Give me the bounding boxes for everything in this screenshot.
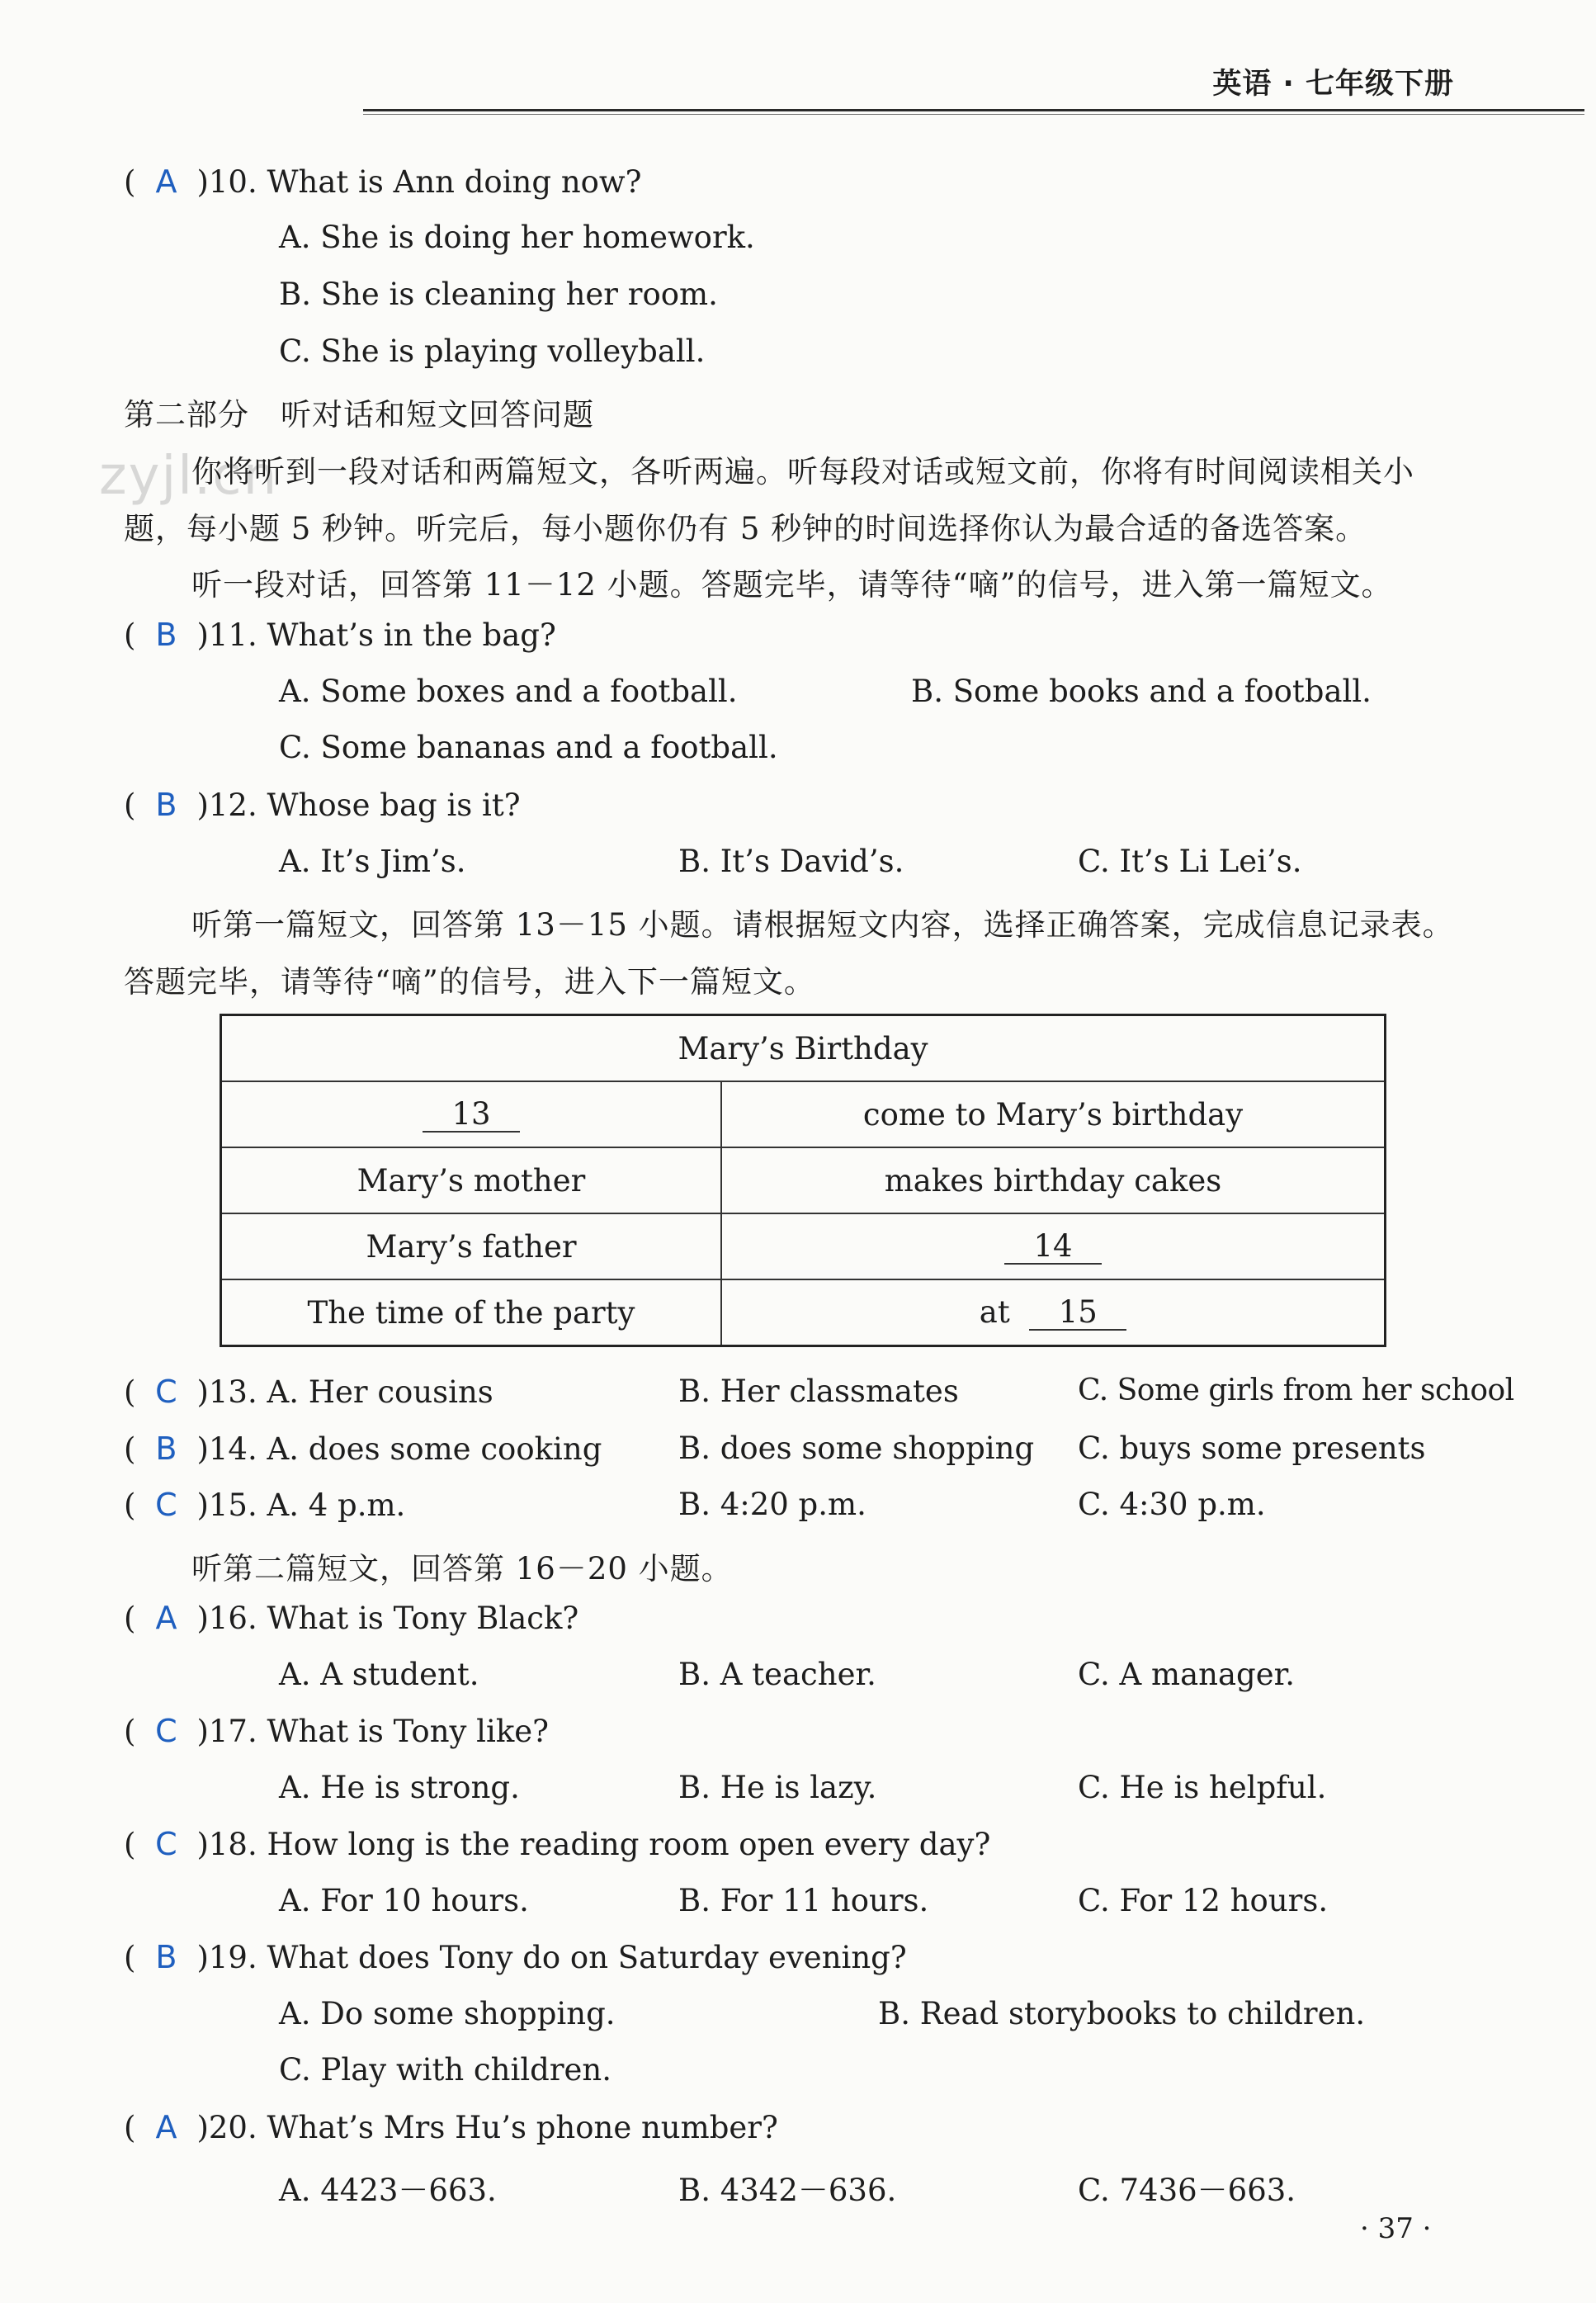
- q12-row: ( B )12. Whose bag is it?: [124, 787, 521, 823]
- q18-row: ( C )18. How long is the reading room open every day?: [124, 1826, 991, 1862]
- part2-intro-line2: 题，每小题 5 秒钟。听完后，每小题你仍有 5 秒钟的时间选择你认为最合适的备选答案。: [124, 511, 1367, 546]
- q15-option-b: B. 4:20 p.m.: [678, 1487, 866, 1522]
- instruction-11-12: 听一段对话，回答第 11－12 小题。答题完毕，请等待“嘀”的信号，进入第一篇短文。: [191, 567, 1393, 603]
- q15-question: )15. A. 4 p.m.: [196, 1487, 406, 1523]
- q17-question: )17. What is Tony like?: [196, 1714, 550, 1749]
- instruction-13-15-line2: 答题完毕，请等待“嘀”的信号，进入下一篇短文。: [124, 964, 815, 1000]
- blank-13: 13: [423, 1098, 520, 1133]
- q16-option-b: B. A teacher.: [678, 1657, 876, 1692]
- page-number: · 37 ·: [1360, 2212, 1432, 2245]
- q13-row: ( C )13. A. Her cousins: [124, 1374, 493, 1410]
- blank-14: 14: [1004, 1230, 1102, 1265]
- q18-question: )18. How long is the reading room open every day?: [196, 1827, 991, 1862]
- table-cell-r1-right: come to Mary’s birthday: [721, 1081, 1386, 1147]
- q18-option-a: A. For 10 hours.: [279, 1883, 529, 1918]
- q20-option-b: B. 4342－636.: [678, 2173, 897, 2208]
- q19-option-b: B. Read storybooks to children.: [878, 1996, 1366, 2031]
- q11-row: ( B )11. What’s in the bag?: [124, 617, 556, 653]
- q10-option-c: C. She is playing volleyball.: [279, 333, 706, 369]
- q16-option-c: C. A manager.: [1078, 1657, 1295, 1692]
- watermark: zyjl.cn: [99, 446, 279, 507]
- q10-answer: A: [155, 163, 177, 200]
- q20-option-a: A. 4423－663.: [279, 2173, 497, 2208]
- q11-option-c: C. Some bananas and a football.: [279, 730, 778, 765]
- q12-question: )12. Whose bag is it?: [196, 787, 521, 823]
- q18-option-c: C. For 12 hours.: [1078, 1883, 1329, 1918]
- q17-option-a: A. He is strong.: [279, 1770, 520, 1805]
- q15-answer: C: [155, 1487, 177, 1523]
- part2-heading: 第二部分 听对话和短文回答问题: [124, 397, 594, 433]
- q14-option-b: B. does some shopping: [678, 1431, 1035, 1466]
- table-cell-r4-left: The time of the party: [221, 1279, 722, 1346]
- header-title: 英语 · 七年级下册: [1212, 68, 1454, 101]
- table-cell-r2-left: Mary’s mother: [221, 1147, 722, 1213]
- instruction-16-20: 听第二篇短文，回答第 16－20 小题。: [191, 1551, 733, 1587]
- q20-answer: A: [155, 2109, 177, 2145]
- q13-option-b: B. Her classmates: [678, 1374, 959, 1409]
- q15-row: ( C )15. A. 4 p.m.: [124, 1487, 406, 1523]
- table-cell-r2-right: makes birthday cakes: [721, 1147, 1386, 1213]
- table-cell-r3-right: [721, 1213, 1386, 1279]
- q11-answer: B: [155, 617, 177, 653]
- q12-option-b: B. It’s David’s.: [678, 844, 904, 879]
- q18-answer: C: [155, 1826, 177, 1862]
- q19-question: )19. What does Tony do on Saturday evening?: [196, 1940, 907, 1975]
- header-rule-thin: [363, 114, 1584, 115]
- party-time-prefix: at: [979, 1294, 1010, 1330]
- q12-option-a: A. It’s Jim’s.: [279, 844, 466, 879]
- q14-row: ( B )14. A. does some cooking: [124, 1431, 602, 1467]
- q19-option-c: C. Play with children.: [279, 2052, 612, 2088]
- q12-answer: B: [155, 787, 177, 823]
- q10-option-b: B. She is cleaning her room.: [279, 277, 718, 312]
- q11-question: )11. What’s in the bag?: [196, 617, 556, 653]
- q11-option-b: B. Some books and a football.: [911, 674, 1372, 709]
- q16-row: ( A )16. What is Tony Black?: [124, 1600, 579, 1636]
- instruction-13-15-line1: 听第一篇短文，回答第 13－15 小题。请根据短文内容，选择正确答案，完成信息记录表。: [191, 907, 1454, 943]
- q13-option-c: C. Some girls from her school: [1078, 1374, 1514, 1407]
- q13-question: )13. A. Her cousins: [196, 1374, 493, 1410]
- q16-option-a: A. A student.: [279, 1657, 479, 1692]
- q10-row: ( A )10. What is Ann doing now?: [124, 163, 642, 200]
- q19-option-a: A. Do some shopping.: [279, 1996, 616, 2031]
- q15-option-c: C. 4:30 p.m.: [1078, 1487, 1266, 1522]
- q14-option-c: C. buys some presents: [1078, 1431, 1426, 1466]
- q10-option-a: A. She is doing her homework.: [279, 220, 755, 255]
- q11-option-a: A. Some boxes and a football.: [279, 674, 738, 709]
- q13-answer: C: [155, 1374, 177, 1410]
- q16-question: )16. What is Tony Black?: [196, 1601, 579, 1636]
- part2-intro-line1: 你将听到一段对话和两篇短文，各听两遍。听每段对话或短文前，你将有时间阅读相关小: [191, 454, 1414, 489]
- q14-question: )14. A. does some cooking: [196, 1431, 602, 1467]
- table-cell-r4-right: [721, 1279, 1386, 1346]
- q17-answer: C: [155, 1713, 177, 1749]
- birthday-info-table: [220, 1014, 1386, 1347]
- q20-row: ( A )20. What’s Mrs Hu’s phone number?: [124, 2109, 778, 2145]
- blank-15: 15: [1029, 1296, 1126, 1331]
- table-cell-r3-left: Mary’s father: [221, 1213, 722, 1279]
- table-title: Mary’s Birthday: [221, 1015, 1386, 1082]
- q18-option-b: B. For 11 hours.: [678, 1883, 929, 1918]
- table-cell-r1-left: [221, 1081, 722, 1147]
- q10-question: )10. What is Ann doing now?: [196, 164, 642, 200]
- q16-answer: A: [155, 1600, 177, 1636]
- q17-row: ( C )17. What is Tony like?: [124, 1713, 550, 1749]
- q14-answer: B: [155, 1431, 177, 1467]
- q19-row: ( B )19. What does Tony do on Saturday evening?: [124, 1939, 907, 1975]
- q20-question: )20. What’s Mrs Hu’s phone number?: [196, 2110, 778, 2145]
- q20-option-c: C. 7436－663.: [1078, 2173, 1296, 2208]
- q17-option-b: B. He is lazy.: [678, 1770, 877, 1805]
- q12-option-c: C. It’s Li Lei’s.: [1078, 844, 1302, 879]
- header-rule: [363, 109, 1584, 111]
- q19-answer: B: [155, 1939, 177, 1975]
- q17-option-c: C. He is helpful.: [1078, 1770, 1327, 1805]
